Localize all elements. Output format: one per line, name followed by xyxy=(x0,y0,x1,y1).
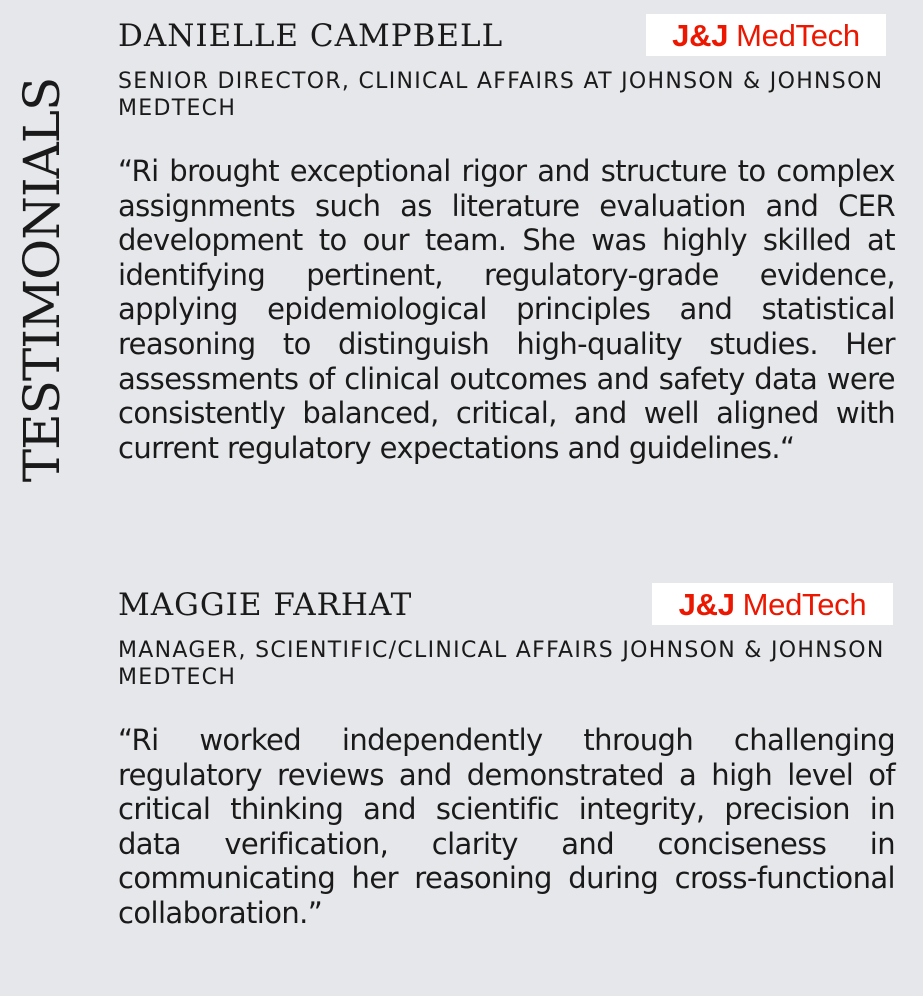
section-title xyxy=(13,77,71,483)
testimonial-quote: “Ri worked independently through challenging regulatory reviews and demonstrated a high level of critical thinking and scientific integrity, precision in data verification, clarity and conciseness in communicating her reasoning during cross-functional collaboration.” xyxy=(118,723,895,930)
testimonial-role: SENIOR DIRECTOR, CLINICAL AFFAIRS AT JOHNSON & JOHNSON MEDTECH xyxy=(118,69,884,121)
testimonial-card xyxy=(118,14,895,465)
testimonial-card xyxy=(118,583,895,931)
logo-brand: J&J xyxy=(672,17,729,53)
testimonial-role: MANAGER, SCIENTIFIC/CLINICAL AFFAIRS JOHNSON & JOHNSON MEDTECH xyxy=(118,638,885,690)
jnj-medtech-logo xyxy=(646,14,886,56)
logo-brand: J&J xyxy=(678,586,735,622)
testimonial-name: DANIELLE CAMPBELL xyxy=(118,18,504,54)
logo-suffix: MedTech xyxy=(742,586,867,622)
testimonial-name: MAGGIE FARHAT xyxy=(118,587,413,623)
section-title-text: TESTIMONIALS xyxy=(13,77,71,483)
testimonial-quote: “Ri brought exceptional rigor and structure to complex assignments such as literature evaluation and CER development to our team. She was highly skilled at identifying pertinent, regulatory-grade evidence, applying epidemiological principles and statistical reasoning to distinguish high-quality studies. Her assessments of clinical outcomes and safety data were consistently balanced, critical, and well aligned with current regulatory expectations and guidelines.“ xyxy=(118,154,895,465)
jnj-medtech-logo xyxy=(652,583,893,625)
logo-suffix: MedTech xyxy=(736,17,860,53)
